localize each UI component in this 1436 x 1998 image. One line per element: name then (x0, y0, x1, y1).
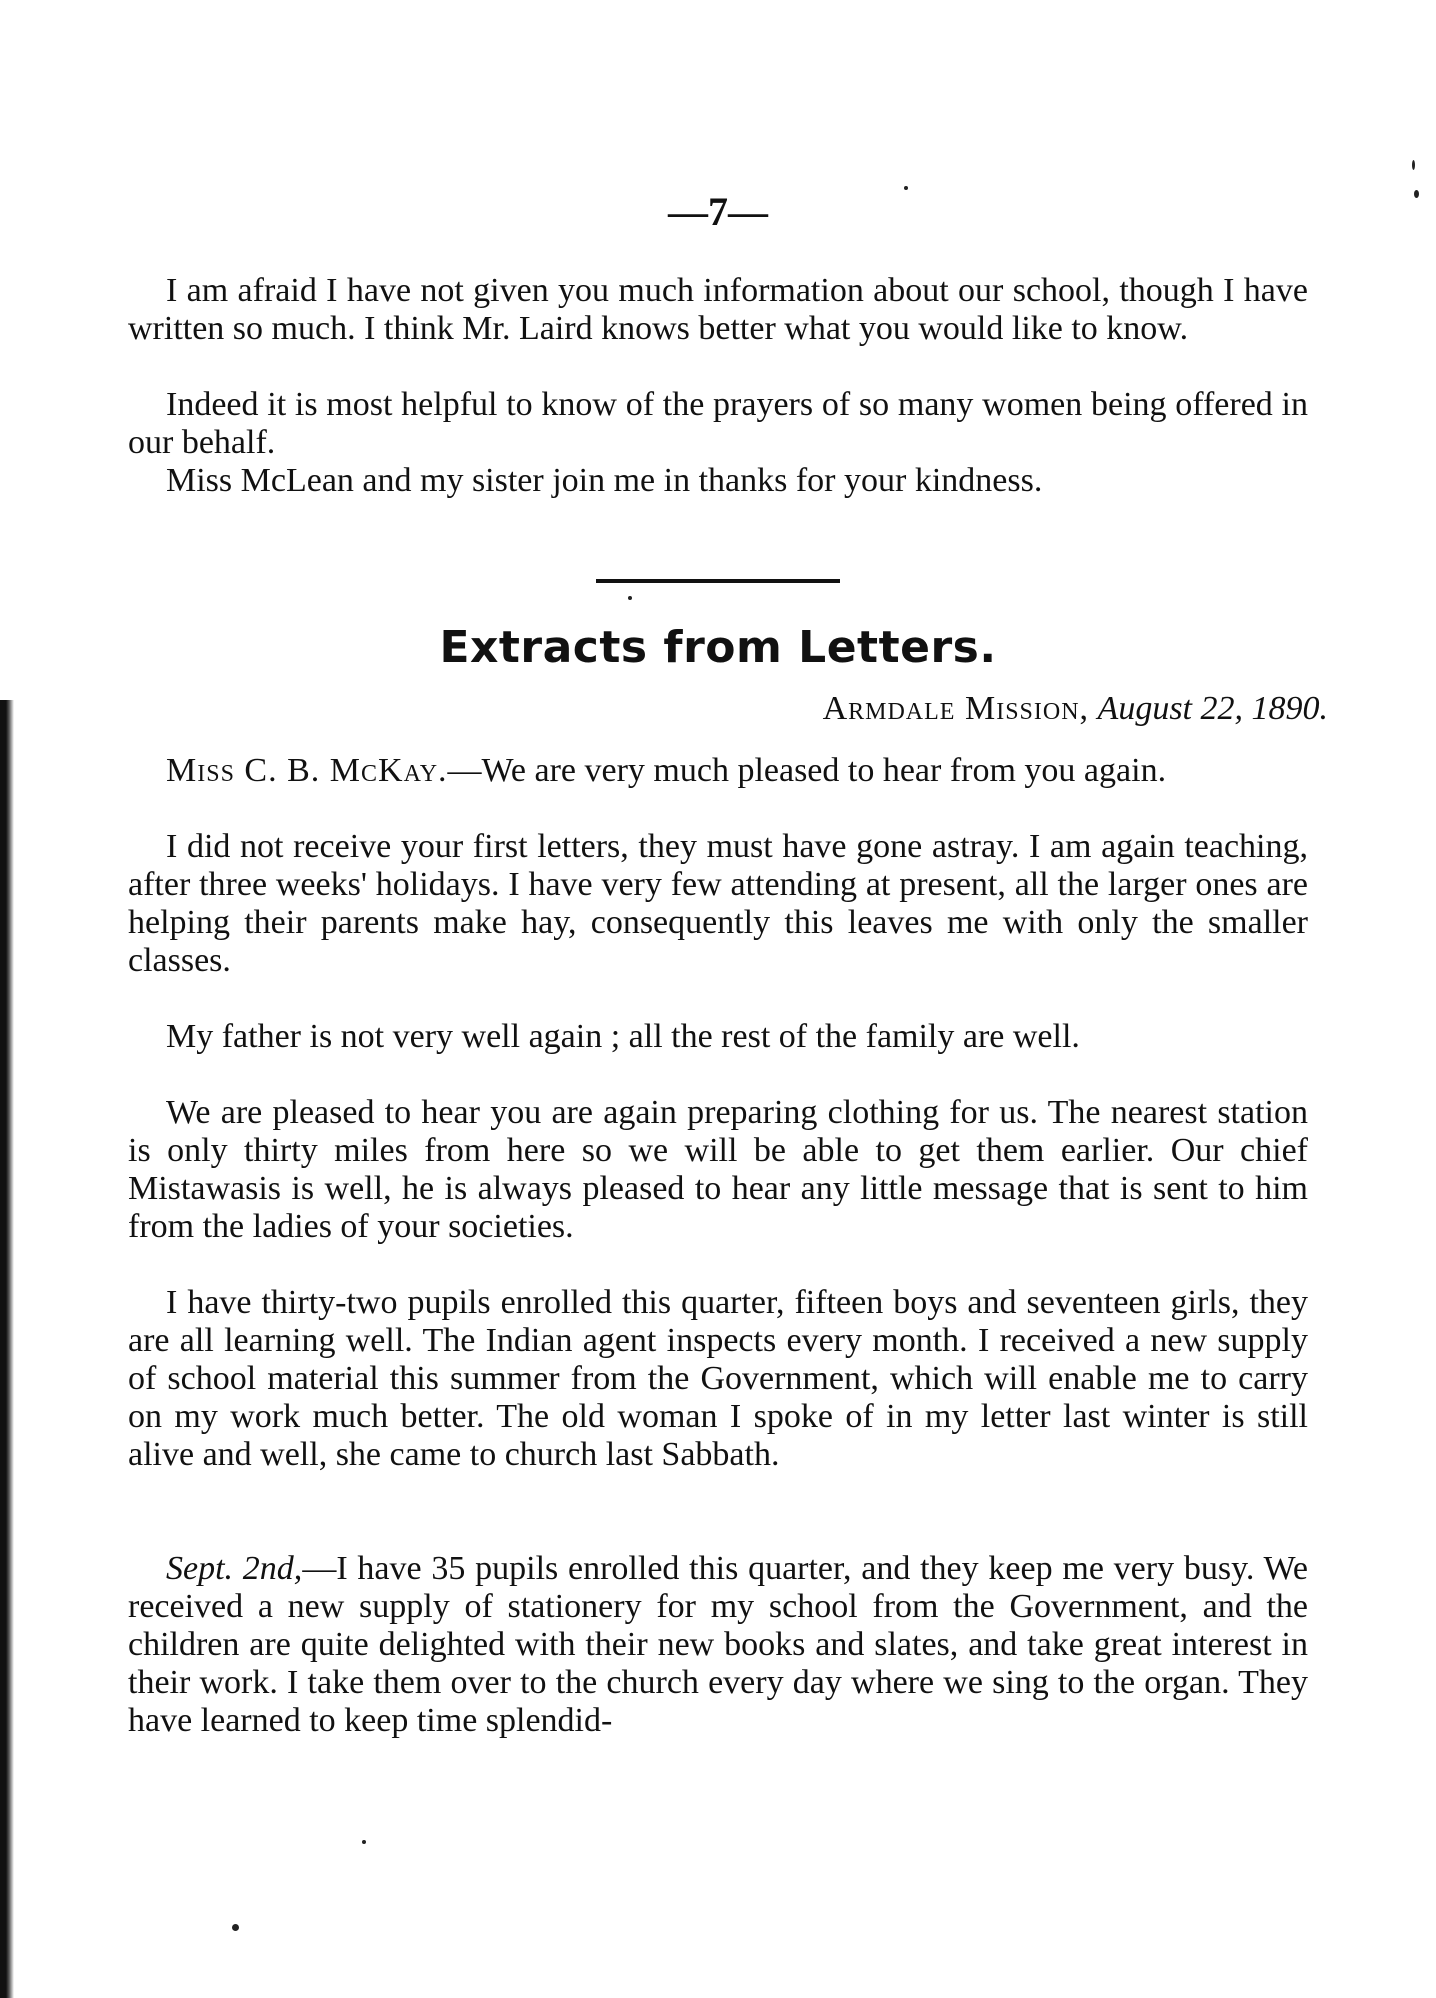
scan-speck (904, 186, 908, 190)
dateline-place: Armdale Mission, (822, 690, 1090, 727)
scan-left-edge (0, 700, 14, 1998)
letter-paragraph-1: I did not receive your first letters, they must have gone astray. I am again teaching, after three weeks' holidays. I have very few attending at present, all the larger ones are helping their parents make hay, consequently this leaves me with only the smaller classes. (128, 828, 1308, 979)
scan-speck (628, 596, 632, 600)
letter-paragraph-3: We are pleased to hear you are again preparing clothing for us. The nearest station is only thirty miles from here so we will be able to get them earlier. Our chief Mistawasis is well, he is always pleased to hear any little message that is sent to him from the ladies of your societies. (128, 1094, 1308, 1245)
letter-opening-text: —We are very much pleased to hear from you again. (447, 752, 1167, 789)
letter-paragraph-4: I have thirty-two pupils enrolled this quarter, fifteen boys and seventeen girls, they are all learning well. The Indian agent inspects every month. I received a new supply of school material this summer from the Government, which will enable me to carry on my work much better. The old woman I spoke of in my letter last winter is still alive and well, she came to church last Sabbath. (128, 1284, 1308, 1473)
letter-postscript (128, 1550, 1308, 1740)
dateline-date: August 22, 1890. (1097, 690, 1328, 727)
section-heading: Extracts from Letters. (439, 622, 997, 673)
intro-paragraph-3: Miss McLean and my sister join me in thanks for your kindness. (166, 462, 1043, 499)
page-number: —7— (668, 189, 768, 234)
scan-speck (1412, 160, 1415, 170)
dateline (823, 690, 1328, 728)
letter-author: Miss C. B. McKay. (166, 752, 448, 789)
letter-opening (128, 752, 1308, 790)
intro-paragraph-2: Indeed it is most helpful to know of the prayers of so many women being offered in our behalf. (128, 386, 1308, 461)
scan-speck (232, 1924, 239, 1931)
letter-paragraph-2: My father is not very well again ; all the rest of the family are well. (166, 1018, 1080, 1055)
scan-speck (362, 1840, 366, 1844)
scan-speck (1414, 190, 1419, 198)
section-divider (596, 579, 840, 583)
intro-paragraph-1: I am afraid I have not given you much information about our school, though I have written so much. I think Mr. Laird knows better what you would like to know. (128, 272, 1308, 347)
postscript-date: Sept. 2nd, (166, 1550, 303, 1587)
postscript-text: —I have 35 pupils enrolled this quarter, and they keep me very busy. We received a new supply of stationery for my school from the Government, and the children are quite delighted with their new books and slates, and take great interest in their work. I take them over to the church every day where we sing to the organ. They have learned to keep time splendid- (128, 1550, 1308, 1739)
